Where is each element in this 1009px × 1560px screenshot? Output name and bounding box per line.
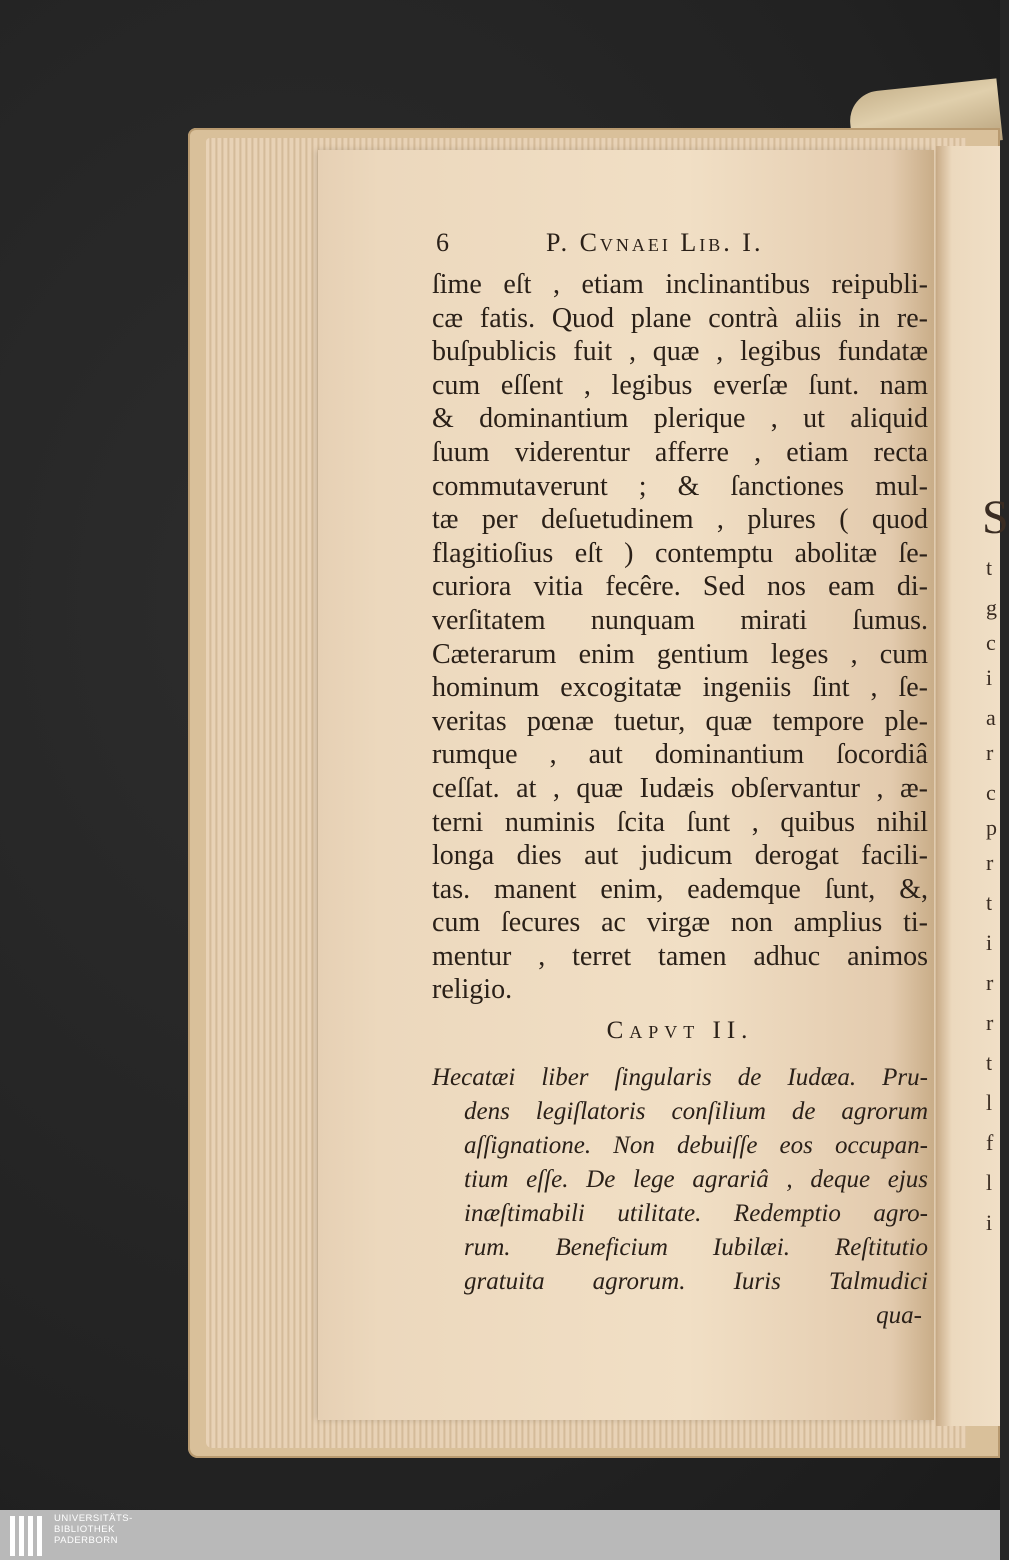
chapter-title: Capvt II. [606,1017,754,1045]
text-line: verſitatem nunquam mirati ſumus. [432,604,928,636]
facing-page-glyph: i [986,930,993,955]
text-line: veritas pœnæ tuetur, quæ tempore ple- [432,705,928,737]
catchword: qua- [876,1302,922,1330]
summary-line: rum. Beneficium Iubilæi. Reſtitutio [464,1234,928,1262]
text-line: tas. manent enim, eademque ſunt, &, [432,873,928,905]
page-header [432,228,928,268]
facing-page-glyph: l [986,1090,993,1115]
text-line: buſpublicis fuit , quæ , legibus fundatæ [432,336,928,368]
library-footer [0,1510,1000,1560]
facing-page-glyph: r [986,1010,994,1035]
text-line: terni numinis ſcita ſunt , quibus nihil [432,806,928,838]
summary-line: aſſignatione. Non debuiſſe eos occupan- [464,1132,928,1160]
facing-page-glyph: S [982,491,1009,544]
text-line: flagitioſius eſt ) contemptu abolitæ ſe- [432,537,928,569]
text-line: cum ſecures ac virgæ non amplius ti- [432,907,928,939]
text-line: curiora vitia fecêre. Sed nos eam di- [432,571,928,603]
facing-page-glyph: g [986,595,997,620]
page-text [432,228,928,1333]
running-head: P. Cvnaei Lib. I. [546,228,764,257]
text-line: longa dies aut judicum derogat facili- [432,840,928,872]
facing-page-glyph: r [986,740,994,765]
library-name [54,1513,133,1546]
text-line: & dominantium plerique , ut aliquid [432,403,928,435]
facing-page-glyph: r [986,970,994,995]
chapter-summary [432,1061,928,1299]
facing-page-glyph: f [986,1130,994,1155]
summary-line: inæſtimabili utilitate. Redemptio agro- [464,1200,928,1228]
library-name-line: PADERBORN [54,1535,118,1546]
facing-page-glyph: c [986,780,996,805]
text-line: Cæterarum enim gentium leges , cum [432,638,928,670]
library-name-line: UNIVERSITÄTS- [54,1513,133,1524]
facing-page-glyph: t [986,555,993,580]
text-line: rumque , aut dominantium ſocordiâ [432,739,928,771]
facing-page-glyph: i [986,1210,993,1235]
page-number: 6 [436,228,452,257]
summary-line: gratuita agrorum. Iuris Talmudici [464,1268,928,1296]
text-line: commutaverunt ; & ſanctiones mul- [432,470,928,502]
text-line: cum eſſent , legibus everſæ ſunt. nam [432,369,928,401]
facing-page-glyph: l [986,1170,993,1195]
facing-page-glyph: i [986,665,993,690]
facing-page-glyph: t [986,1050,993,1075]
text-line: ſuum viderentur afferre , etiam recta [432,436,928,468]
text-line: religio. [432,974,513,1006]
body-text [432,268,928,1007]
text-line: ceſſat. at , quæ Iudæis obſervantur , æ- [432,772,928,804]
facing-page-glyph: a [986,705,996,730]
summary-line: Hecatæi liber ſingularis de Iudæa. Pru- [432,1064,928,1092]
text-line: hominum excogitatæ ingeniis ſint , ſe- [432,672,928,704]
text-line: mentur , terret tamen adhuc animos [432,940,928,972]
summary-line: dens legiſlatoris conſilium de agrorum [464,1098,928,1126]
facing-page-glyph: p [986,815,997,840]
facing-page-glyph: t [986,890,993,915]
text-line: tæ per deſuetudinem , plures ( quod [432,504,928,536]
text-line: ſime eſt , etiam inclinantibus reipubli- [432,269,928,300]
facing-page-glyph: r [986,850,994,875]
text-line: cæ fatis. Quod plane contrà aliis in re- [432,302,928,334]
library-logo-icon [10,1516,50,1556]
summary-line: tium eſſe. De lege agrariâ , deque ejus [464,1166,928,1194]
library-name-line: BIBLIOTHEK [54,1524,115,1535]
facing-page-glyph: c [986,630,996,655]
